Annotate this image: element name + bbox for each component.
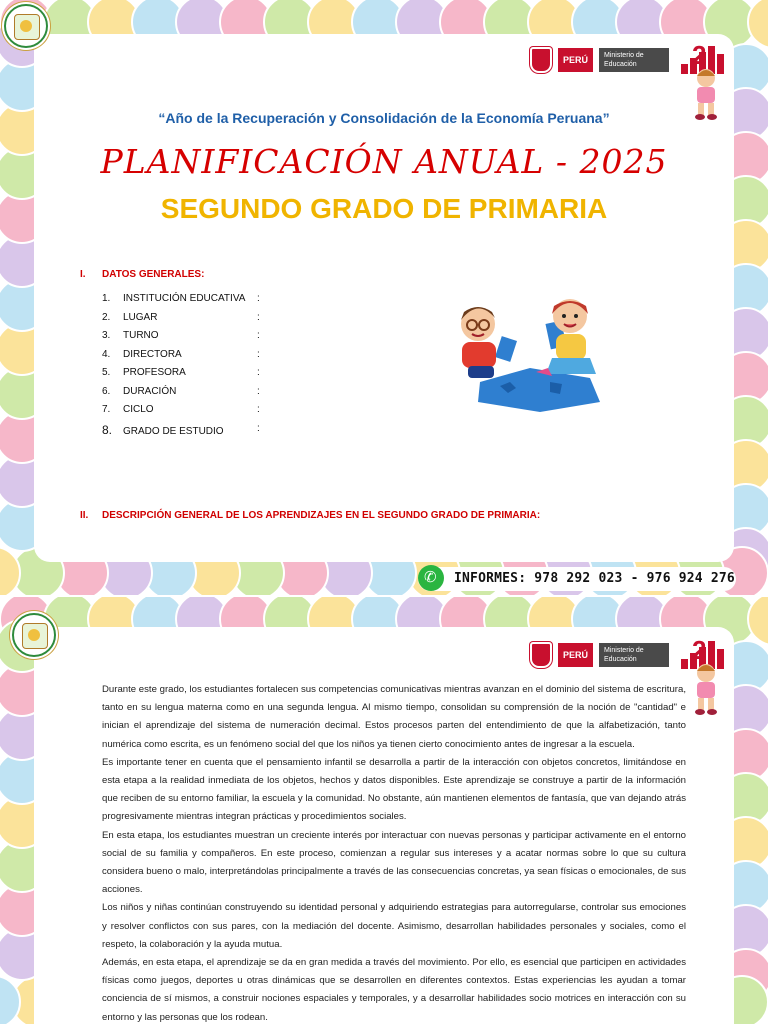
item-colon: : (257, 367, 260, 378)
item-label: LUGAR (123, 311, 158, 323)
item-label: CICLO (123, 404, 154, 415)
item-number: 8. (102, 422, 113, 437)
item-colon: : (257, 385, 260, 397)
section-number: II. (80, 510, 89, 521)
section-heading-datos-generales (80, 269, 204, 280)
year-motto: “Año de la Recuperación y Consolidación de la Economía Peruana” (158, 110, 610, 126)
paragraph: Los niños y niñas continúan construyendo su identidad personal y adquiriendo estrategias para autorregularse, controlar sus emociones y resolver conflictos con sus pares, con la mediación del docente. Asimismo, desarrollan habilidades personales y sociales, como el respeto, la colaboración y la ayuda mutua. (102, 902, 686, 950)
ministerio-label: Ministerio de Educación (599, 643, 669, 667)
school-seal-logo (4, 4, 48, 48)
list-item (102, 404, 272, 423)
item-colon: : (257, 311, 260, 323)
item-colon: : (257, 330, 260, 341)
item-number: 7. (102, 404, 111, 415)
informes-banner (418, 567, 736, 591)
grade-two-kid-icon (684, 637, 728, 717)
paragraph: Es importante tener en cuenta que el pensamiento infantil se desarrolla a partir de la interacción con objetos concretos, limitándose en esta etapa a la realidad inmediata de los objetos, hechos y datos disponibles. Este aprendizaje se construye a partir de la información que reciben de su entorno familiar, la escuela y la comunidad. No obstante, aún mantienen elementos de fantasía, que van dejando atrás progresivamente mientras integran prácticas y procedimientos sociales. (102, 756, 686, 823)
paragraph: En esta etapa, los estudiantes muestran un creciente interés por interactuar con nuevas personas y participar activamente en el entorno social de su familia y compañeros. En este proceso, comienzan a regular sus intereses y a acatar normas sobre lo que su cultura considera bueno o malo, interpretándolas principalmente a través de las consecuencias concretas, ya sean físicas o emocionales, de sus acciones. (102, 829, 686, 896)
grade-badge-number: 2 (692, 42, 707, 70)
peru-shield-icon (530, 642, 552, 668)
item-label: TURNO (123, 330, 159, 341)
item-label: PROFESORA (123, 367, 186, 378)
section-title: DATOS GENERALES: (102, 269, 205, 280)
item-colon: : (257, 422, 260, 434)
item-number: 5. (102, 367, 111, 378)
item-label: INSTITUCIÓN EDUCATIVA (123, 293, 246, 304)
item-label: DURACIÓN (123, 385, 177, 397)
list-item (102, 293, 272, 312)
peru-label: PERÚ (558, 48, 593, 72)
section-title: DESCRIPCIÓN GENERAL DE LOS APRENDIZAJES EN EL SEGUNDO GRADO DE PRIMARIA: (102, 510, 541, 521)
grade-badge-number: 2 (692, 637, 707, 665)
section-heading-descripcion (80, 510, 540, 521)
list-item (102, 312, 272, 331)
ministerio-label: Ministerio de Educación (599, 48, 669, 72)
item-colon: : (257, 404, 260, 415)
item-number: 6. (102, 385, 111, 397)
peru-shield-icon (530, 47, 552, 73)
list-item (102, 330, 272, 349)
general-data-list (102, 293, 272, 441)
school-seal-logo (12, 613, 56, 657)
paragraph: Además, en esta etapa, el aprendizaje se da en gran medida a través del movimiento. Por ello, es esencial que participen en actividades físicas como juegos, deportes u otras dinámicas que se desarrollen en diferentes contextos. Estas experiencias les ayudan a tomar conciencia de sí mismos, a construir nociones espaciales y temporales, y a desarrollar habilidades socio motrices en interacción con su entorno y las personas que los rodean. (102, 957, 686, 1023)
item-number: 1. (102, 293, 111, 304)
item-colon: : (257, 348, 260, 360)
document-subtitle: SEGUNDO GRADO DE PRIMARIA (160, 193, 608, 224)
list-item (102, 349, 272, 368)
kids-puzzle-illustration (440, 290, 610, 415)
item-colon: : (257, 293, 260, 304)
description-body (102, 681, 686, 1027)
item-number: 3. (102, 330, 111, 341)
informes-phone-text: INFORMES: 978 292 023 - 976 924 276 (454, 571, 735, 586)
list-item (102, 386, 272, 405)
list-item (102, 367, 272, 386)
section-number: I. (80, 269, 86, 280)
item-label: GRADO DE ESTUDIO (123, 425, 224, 437)
document-title: PLANIFICACIÓN ANUAL - 2025 (100, 142, 668, 181)
item-number: 4. (102, 348, 111, 360)
paragraph: Durante este grado, los estudiantes fortalecen sus competencias comunicativas mientras avanzan en el dominio del sistema de escritura, tanto en su lengua materna como en una segunda lengua. Al mismo tiempo, consolidan su comprensión de la noción de "cantidad" e inician el aprendizaje del sistema de numeración decimal. Estos procesos parten del entendimiento de que la alfabetización, tanto numérica como escrita, es un fenómeno social del que los niños ya tienen cierto conocimiento antes de ingresar a la escuela. (102, 684, 686, 750)
list-item (102, 423, 272, 442)
peru-label: PERÚ (558, 643, 593, 667)
item-label: DIRECTORA (123, 348, 182, 360)
whatsapp-icon (418, 565, 444, 591)
item-number: 2. (102, 311, 111, 323)
